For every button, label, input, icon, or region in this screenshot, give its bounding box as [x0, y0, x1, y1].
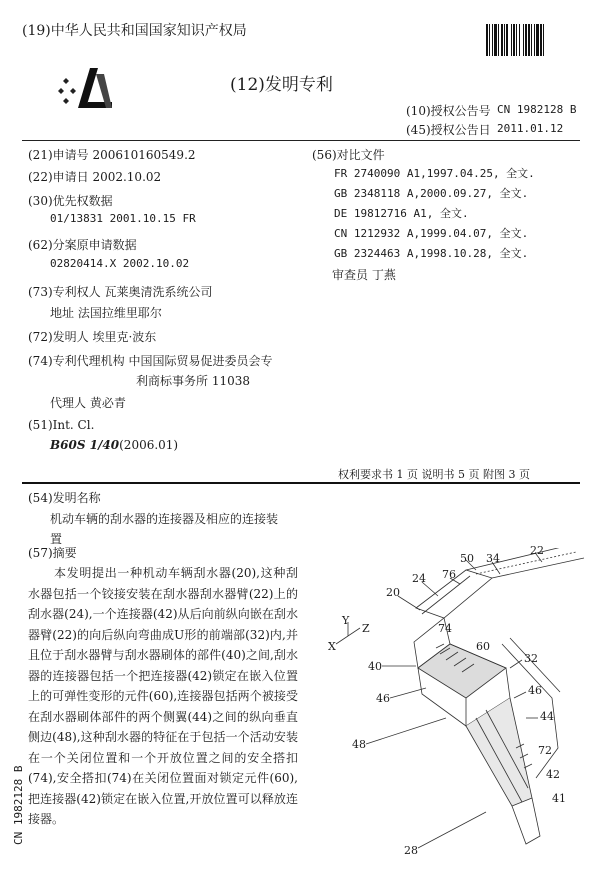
barcode-bar — [536, 24, 539, 56]
grant-number: CN 1982128 B — [497, 103, 577, 116]
barcode-bar — [543, 24, 544, 56]
figure-label: 60 — [476, 640, 490, 653]
barcode-bar — [525, 24, 527, 56]
barcode-bar — [501, 24, 503, 56]
barcode-bar — [511, 24, 512, 56]
sipo-logo — [58, 64, 116, 114]
figure-label: 22 — [530, 544, 544, 557]
axis-label-y: Y — [342, 614, 350, 627]
abstract-text — [28, 563, 298, 830]
figure-label: 20 — [386, 586, 400, 599]
document-type: (12)发明专利 — [230, 75, 333, 95]
title-line-1: 机动车辆的刮水器的连接器及相应的连接装 — [50, 512, 279, 526]
barcode-bar — [513, 24, 515, 56]
page-counts: 权利要求书 1 页 说明书 5 页 附图 3 页 — [338, 468, 530, 481]
barcode-bar — [504, 24, 505, 56]
patentee: (73)专利权人 瓦莱奥清洗系统公司 — [28, 285, 213, 299]
agent: 代理人 黄必青 — [50, 396, 126, 410]
barcode-bar — [494, 24, 497, 56]
title-line-2: 置 — [50, 532, 63, 546]
patent-figure — [326, 544, 588, 860]
barcode-bar — [528, 24, 530, 56]
grant-date-label: (45)授权公告日 — [406, 123, 491, 137]
section-divider — [22, 482, 580, 484]
figure-label: 41 — [552, 792, 566, 805]
office-name: (19)中华人民共和国国家知识产权局 — [22, 23, 247, 39]
divisional-value: 02820414.X 2002.10.02 — [50, 257, 190, 270]
abstract-label: (57)摘要 — [28, 546, 77, 560]
reference-item: DE 19812716 A1, 全文. — [334, 207, 469, 220]
side-document-number: CN 1982128 B — [12, 765, 25, 845]
examiner: 审查员 丁燕 — [332, 268, 396, 282]
title-label: (54)发明名称 — [28, 491, 101, 505]
figure-label: 28 — [404, 844, 418, 857]
abstract-paragraph: 本发明提出一种机动车辆刮水器(20),这种刮水器包括一个铰接安装在刮水器刮水器臂(22)上的刮水器(24),一个连接器(42)从后向前纵向嵌在刮水器臂(22)的向后纵向弯曲成U形的前端部(32)内,并且位于刮水器臂与刮水器刷体的部件(40)之间,刮水器的连接器包括一个把连接器(42)锁定在嵌入位置上的可弹性变形的元件(60),连接器包括两个被接受在刮水器刷体部件的两个侧翼(44)之间的纵向垂直侧边(48),这种刮水器的特征在于包括一个活动安装在一个关闭位置和一个开放位置之间的安全搭扣(74),安全搭扣(74)在关闭位置面对锁定元件(60),把连接器(42)锁定在嵌入位置,开放位置可以释放连接器。 — [28, 566, 298, 826]
int-cl-value — [50, 438, 178, 452]
figure-label: 74 — [438, 622, 452, 635]
priority-value: 01/13831 2001.10.15 FR — [50, 212, 196, 225]
barcode-bar — [489, 24, 490, 56]
grant-date: 2011.01.12 — [497, 122, 564, 135]
barcode-bar — [486, 24, 488, 56]
reference-item: GB 2348118 A,2000.09.27, 全文. — [334, 187, 529, 200]
barcode-bar — [506, 24, 508, 56]
priority-label: (30)优先权数据 — [28, 194, 113, 208]
axis-label-x: X — [328, 640, 336, 653]
figure-label: 34 — [486, 552, 500, 565]
barcode-bar — [519, 24, 520, 56]
barcode — [486, 24, 580, 56]
application-date: (22)申请日 2002.10.02 — [28, 170, 162, 184]
barcode-bar — [498, 24, 499, 56]
int-cl-year: (2006.01) — [119, 438, 179, 452]
header-divider — [22, 140, 580, 141]
agency-line-2: 利商标事务所 11038 — [136, 374, 250, 388]
reference-item: FR 2740090 A1,1997.04.25, 全文. — [334, 167, 535, 180]
address: 地址 法国拉维里耶尔 — [50, 306, 162, 320]
barcode-bar — [540, 24, 542, 56]
int-cl-label: (51)Int. Cl. — [28, 418, 95, 432]
figure-label: 48 — [352, 738, 366, 751]
figure-label: 46 — [528, 684, 542, 697]
divisional-label: (62)分案原申请数据 — [28, 238, 137, 252]
figure-label: 76 — [442, 568, 456, 581]
figure-label: 72 — [538, 744, 552, 757]
reference-item: GB 2324463 A,1998.10.28, 全文. — [334, 247, 529, 260]
figure-label: 40 — [368, 660, 382, 673]
barcode-bar — [534, 24, 535, 56]
figure-label: 50 — [460, 552, 474, 565]
barcode-bar — [492, 24, 493, 56]
agency-line-1: (74)专利代理机构 中国国际贸易促进委员会专 — [28, 354, 273, 368]
reference-item: CN 1212932 A,1999.04.07, 全文. — [334, 227, 529, 240]
figure-label: 42 — [546, 768, 560, 781]
int-cl-code: B60S 1/40 — [50, 438, 120, 452]
figure-label: 44 — [540, 710, 554, 723]
figure-label: 24 — [412, 572, 426, 585]
barcode-bar — [516, 24, 517, 56]
application-number: (21)申请号 200610160549.2 — [28, 148, 196, 162]
references-label: (56)对比文件 — [312, 148, 385, 162]
barcode-bar — [523, 24, 524, 56]
figure-label: 32 — [524, 652, 538, 665]
grant-number-label: (10)授权公告号 — [406, 104, 491, 118]
figure-label: 46 — [376, 692, 390, 705]
axis-label-z: Z — [362, 622, 370, 635]
inventor: (72)发明人 埃里克·波东 — [28, 330, 157, 344]
barcode-bar — [531, 24, 532, 56]
barcode-graphic — [486, 24, 580, 56]
